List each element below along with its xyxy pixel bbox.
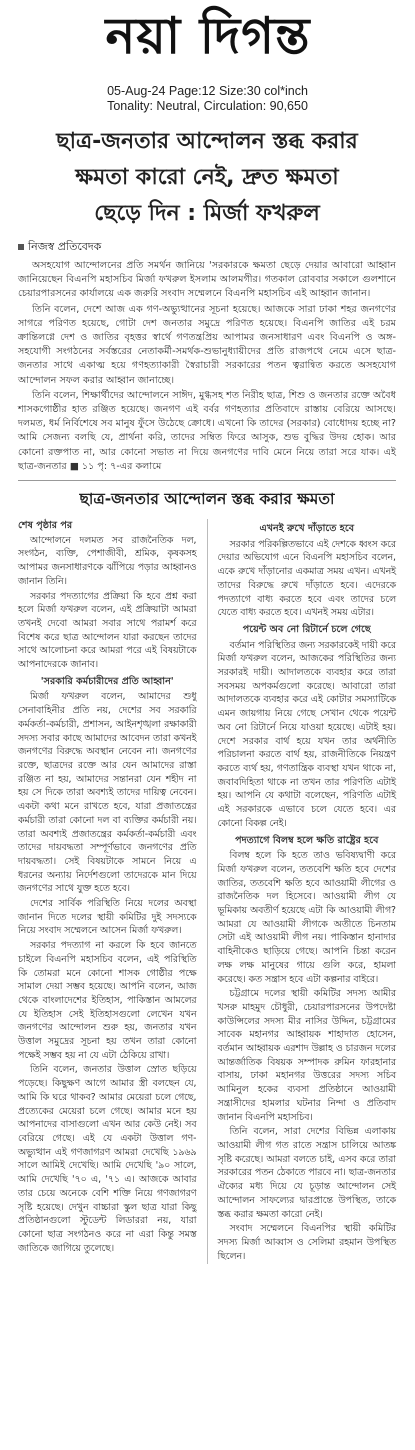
masthead xyxy=(0,0,415,82)
column-subhead: পয়েন্ট অব নো রিটার্নে চলে গেছে xyxy=(242,623,371,635)
column-subhead: এখনই রুখে দাঁড়াতে হবে xyxy=(259,523,355,535)
article-clip xyxy=(18,118,396,1438)
lead-paragraph: তিনি বলেন, দেশে আজ এক গণ-অভ্যুত্থানের সূচনা হয়েছে। আজকে সারা ঢাকা শহর জনগণের সাগরে পরিণত হয়েছে, গোটা দেশ জনতার সমুদ্রে পরিণত হয়েছে। বিএনপি জাতির এই চরম ক্রান্তিলগ্নে দেশ ও জাতির বৃহত্তর স্বার্থে গণতন্ত্রপ্রিয় আপামর জনসাধারণ এবং বিএনপি ও অঙ্গ-সহযোগী সংগঠনের সর্বস্তরের নেতাকর্মী-সমর্থক-শুভানুধ্যায়ীদের প্রতি রাজপথে নেমে এসে ছাত্র-জনতার সাথে একাত্ম হয়ে গণহত্যাকারী স্বৈরাচারী সরকারের পতন ত্বরান্বিত করতে অসহযোগ আন্দোলন সফল করার আহ্বান জানাচ্ছে। xyxy=(18,303,396,386)
byline xyxy=(18,238,396,259)
column-paragraph: সরকার পদত্যাগের প্রক্রিয়া কি হবে প্রশ্ন করা হলে মির্জা ফখরুল বলেন, এই প্রক্রিয়াটা আমরা তখনই দেবো আমরা সবার সাথে পরামর্শ করে বিশেষ করে ছাত্র আন্দোলন যারা করছেন তাদের সাথে আলোচনা করে আমরা পরে এই বিষয়টাকে আপনাদেরকে জানাব। xyxy=(18,590,197,671)
column-paragraph: বিলম্ব হলে কি হতে তাও ভবিষ্যদ্বাণী করে মির্জা ফখরুল বলেন, ততবেশি ক্ষতি হবে দেশের জাতির, ততবেশি ক্ষতি হবে আওয়ামী লীগের ও রাজনৈতিক দল হিসেবে। আওয়ামী লীগ যে ভূমিকায় অবতীর্ণ হয়েছে এটা কি আওয়ামী লীগ? আমরা যে আওয়ামী লীগকে অতীতে চিনতাম সেটা এই আওয়ামী লীগ নয়। পাকিস্তান হানাদার বাহিনীকেও ছাড়িয়ে গেছে। আপনি চিন্তা করেন লক্ষ লক্ষ মানুষের গায়ে গুলি করে, হামলা করেছে। কত সন্ত্রাস হবে এটা কল্পনার বাইরে। xyxy=(217,850,396,985)
column-paragraph: আন্দোলনে দলমত সব রাজনৈতিক দল, সংগঠন, ব্যক্তি, পেশাজীবী, শ্রমিক, কৃষকসহ আপামর জনসাধারণকে ঝাঁপিয়ে পড়ার আহ্বানও জানান তিনি। xyxy=(18,534,197,587)
left-column xyxy=(18,519,197,1264)
headline-line-3: ছেড়ে দিন : মির্জা ফখরুল xyxy=(94,201,320,226)
lead-paragraph: তিনি বলেন, শিক্ষার্থীদের আন্দোলনে সাঈদ, মুগ্ধসহ শত নিরীহ ছাত্র, শিশু ও জনতার রক্তে অবৈধ শাসকগোষ্ঠীর হাত রঞ্জিত হয়েছে। জনগণ এই বর্বর গণহত্যার প্রতিবাদে রাস্তায় বেরিয়ে আসছে। দলমত, ধর্ম নির্বিশেষে সব মানুষ ফুঁসে উঠেছে ক্রোধে। এখনো কি তাদের (সরকার) বোধোদয় হচ্ছে না? আমি সেজন্য বলছি যে, প্রার্থনা করি, তাদের সম্বিত ফিরে আসুক, শুভ বুদ্ধির উদয় হোক। আর কোনো রক্তপাত না, আর কোনো সভাত না দিয়ে জনগণের দাবি মেনে নিয়ে তারা সরে যাক। এই ছাত্র-জনতার ■ ১১ পৃ: ৭-এর কলামে xyxy=(18,389,396,472)
headline-line-1: ছাত্র-জনতার আন্দোলন স্তব্ধ করার xyxy=(56,129,358,154)
newspaper-logo: নয়া দিগন্ত xyxy=(105,5,311,65)
column-subhead: 'সরকারি কর্মচারীদের প্রতি আহ্বান' xyxy=(40,675,174,687)
meta-line-1: 05-Aug-24 Page:12 Size:30 col*inch xyxy=(107,84,308,98)
column-paragraph: সরকার পদত্যাগ না করলে কি হবে জানতে চাইলে বিএনপি মহাসচিব বলেন, এই পরিস্থিতি কি তোমরা মনে কোনো শাসক গোষ্ঠীর পক্ষে সামাল দেয়া সম্ভব হয়েছে। আপনি বলেন, আজ থেকে বাংলাদেশের ইতিহাস, পাকিস্তান আমলের যে ইতিহাস সেই ইতিহাসগুলো লেখেন যখন জনগণের আন্দোলন শুরু হয়, জনতার যখন উত্তাল সমুদ্রের সূচনা হয় তখন তারা কোনো পক্ষেই সম্ভব হয় না যে এটা ঠেকিয়ে রাখা। xyxy=(18,940,197,1061)
meta-line-2: Tonality: Neutral, Circulation: 90,650 xyxy=(107,99,308,113)
column-paragraph: মির্জা ফখরুল বলেন, আমাদের শুধু সেনাবাহিনীর প্রতি নয়, দেশের সব সরকারি কর্মকর্তা-কর্মচারী, প্রশাসন, আইনশৃঙ্খলা রক্ষাকারী সদস্য সবার কাছে আমাদের আবেদন তারা কখনই জনগণের বিরুদ্ধে অবস্থান নেবেন না। জনগণের রক্তে, ছাত্রদের রক্তে আর যেন আমাদের রাস্তা রঞ্জিত না হয়, আমাদের সন্তানরা যেন শহীদ না হয় সে দিকে তারা অবশ্যই তাদের দায়িত্ব নেবেন। একটা কথা মনে রাখতে হবে, যারা প্রজাতন্ত্রের কর্মচারী তারা কোনো দল বা ব্যক্তির কর্মচারী নয়। তারা অবশ্যই প্রজাতন্ত্রের কর্মকর্তা-কর্মচারী এবং তাদের দায়বদ্ধতা সম্পূর্ণভাবে জনগণের প্রতি দায়বদ্ধতা। সেই বিষয়টাকে সামনে নিয়ে এ ধরনের অন্যায় নির্দেশগুলো তাদেরকে মান দিয়ে জনগণের সাথে যুক্ত হতে হবে। xyxy=(18,691,197,895)
continuation-heading: ছাত্র-জনতার আন্দোলন স্তব্ধ করার ক্ষমতা xyxy=(79,490,335,509)
column-paragraph: সংবাদ সম্মেলনে বিএনপির স্থায়ী কমিটির সদস্য মির্জা আব্বাস ও সেলিমা রহমান উপস্থিত ছিলেন। xyxy=(217,1223,396,1262)
headline xyxy=(18,124,396,232)
column-paragraph: দেশের সার্বিক পরিস্থিতি নিয়ে দলের অবস্থা জানান দিতে দলের স্থায়ী কমিটির দুই সদস্যকে নিয়ে সংবাদ সম্মেলনে আসেন মির্জা ফখরুল। xyxy=(18,898,197,937)
column-paragraph: তিনি বলেন, সারা দেশের বিভিন্ন এলাকায় আওয়ামী লীগ গত রাতে সন্ত্রাস চালিয়ে আতঙ্ক সৃষ্টি করেছে। আমরা বলতে চাই, এসব করে তারা সরকারের পতন ঠেকাতে পারবে না। ছাত্র-জনতার ঐক্যের মধ্য দিয়ে যে চূড়ান্ত আন্দোলন সেই আন্দোলন সাফল্যের দ্বারপ্রান্তে উপস্থিত, তাকে স্তব্ধ করার ক্ষমতা কারো নেই। xyxy=(217,1126,396,1220)
divider xyxy=(18,480,396,481)
column-paragraph: সরকার পরিকল্পিতভাবে এই দেশকে ধ্বংস করে দেয়ার অভিযোগ এনে বিএনপি মহাসচিব বলেন, একে রুখে দাঁড়ানোর একমাত্র সময় এখন। এখনই তাদের বিরুদ্ধে রুখে দাঁড়াতে হবে। এদেরকে পদত্যাগে বাধ্য করতে হবে এবং তাদের চলে যেতে বাধ্য করতে হবে। এখনই সময় এটার। xyxy=(217,538,396,619)
column-divider xyxy=(207,519,208,1264)
continuation-columns xyxy=(18,519,396,1264)
lead-body xyxy=(18,259,396,474)
column-paragraph: চট্টগ্রামে দলের স্থায়ী কমিটির সদস্য আমীর খসরু মাহমুদ চৌধুরী, চেয়ারপারসনের উপদেষ্টা কাউন্সিলের সদস্য মীর নাসির উদ্দিন, চট্টগ্রামের সাবেক মহানগর আহ্বায়ক শাহাদাত হোসেন, বর্তমান আহ্বায়ক এরশাদ উল্লাহ ও চারজন দলের আন্তর্জাতিক বিষয়ক সম্পাদক রুমিন ফারহানার বাসায়, ঢাকা মহানগর উত্তরের সদস্য সচিব আমিনুল হকের ব্যবসা প্রতিষ্ঠানে আওয়ামী সন্ত্রাসীদের হামলার ঘটনার নিন্দা ও প্রতিবাদ জানান বিএনপি মহাসচিব। xyxy=(217,988,396,1123)
column-paragraph: তিনি বলেন, জনতার উত্তাল স্রোত ছড়িয়ে পড়েছে। কিছুক্ষণ আগে আমার স্ত্রী বলছেন যে, আমি কি ঘরে থাকব? আমার মেয়েরা চলে গেছে, প্রত্যেকের মেয়েরা চলে গেছে। আমার মনে হয় আপনাদের বাসাগুলো এখন আর কেউ নেই। সব বেরিয়ে গেছে। এই যে একটা উত্তাল গণ-অভ্যুত্থান এই গণজাগরণ আমরা দেখেছি ১৯৬৯ সালে আমিই দেখেছি। আমি দেখেছি '৯০ সালে, আমি দেখেছি '৭০ এ, '৭১ এ। আজকে আবার তার চেয়ে অনেকে বেশি শক্তি নিয়ে গণজাগরণ সৃষ্টি হয়েছে। দেখুন বাচ্চারা স্কুল ছাত্র যারা কিছু প্রতিষ্ঠানগুলো স্টুডেন্ট লিডাররা নয়, যারা কোনো ছাত্র সংগঠনও করে না এরা কিন্তু সমস্ত জাতিকে জাগিয়ে তুলেছে। xyxy=(18,1064,197,1254)
bullet-icon xyxy=(18,244,24,250)
right-column xyxy=(218,519,397,1264)
column-subhead: পদত্যাগে বিলম্ব হলে ক্ষতি রাষ্ট্রের হবে xyxy=(235,834,379,846)
lead-paragraph: অসহযোগ আন্দোলনের প্রতি সমর্থন জানিয়ে 'সরকারকে ক্ষমতা ছেড়ে দেয়ার আবারো আহ্বান জানিয়েছেন বিএনপি মহাসচিব মির্জা ফখরুল ইসলাম আলমগীর। গতকাল রোববার সকালে গুলশানে চেয়ারপারসনের কার্যালয়ে এক জরুরি সংবাদ সম্মেলনে বিএনপি মহাসচিব এই আহ্বান জানান। xyxy=(18,260,396,300)
byline-text: নিজস্ব প্রতিবেদক xyxy=(28,240,102,253)
clip-meta xyxy=(0,84,415,114)
column-paragraph: বর্তমান পরিস্থিতির জন্য সরকারকেই দায়ী করে মির্জা ফখরুল বলেন, আজকের পরিস্থিতির জন্য সরকারই দায়ী। আদালতকে ব্যবহার করে তারা সবসময় অপকর্মগুলো করেছে। আবারো তারা আদালতকে ব্যবহার করে এই কোটার সমস্যাটিকে এমন জায়গায় নিয়ে গেছে সেখান থেকে পয়েন্ট অব নো রিটার্নে নিয়ে যাওয়া হয়েছে। এটাই হয়। দেশে সরকার বার্থ হয়ে যখন তার অর্থনীতি পরিচালনা করতে বার্থ হয়, রাজনীতিকে নিয়ন্ত্রণ করতে ব্যর্থ হয়, গণতান্ত্রিক ব্যবস্থা যখন থাকে না, জবাবদিহিতা থাকে না তখন তার পরিণতি এটাই হয়। আপনি যে কথাটা বলেছেন, পরিণতি এটাই এই সরকারকে এভাবে চলে যেতে হবে। এর কোনো বিকল্প নেই। xyxy=(217,639,396,829)
continued-from-label: শেষ পৃষ্ঠার পর xyxy=(18,520,73,532)
headline-line-2: ক্ষমতা কারো নেই, দ্রুত ক্ষমতা xyxy=(75,165,339,190)
